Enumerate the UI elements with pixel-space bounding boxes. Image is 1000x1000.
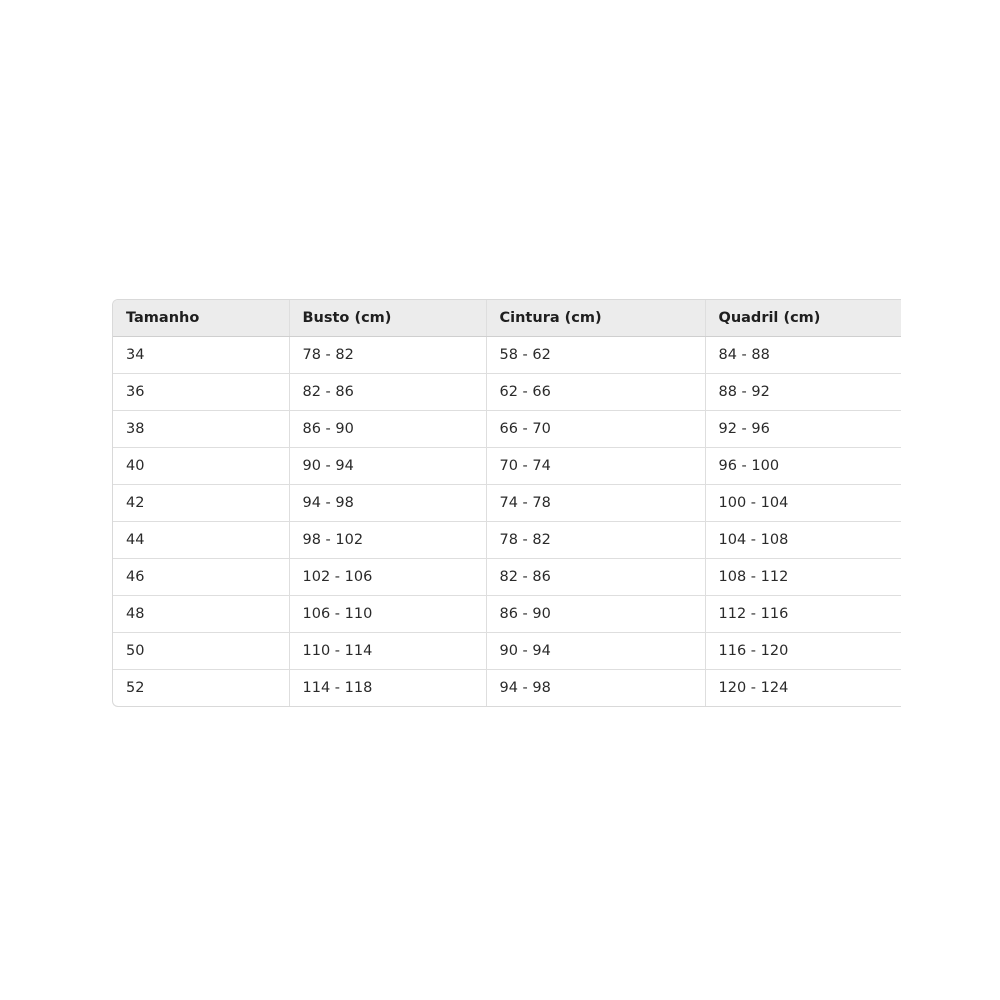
table-row (113, 596, 901, 633)
cell-cintura: 90 - 94 (486, 633, 705, 670)
table-row (113, 633, 901, 670)
cell-busto: 90 - 94 (289, 448, 486, 485)
table-row (113, 559, 901, 596)
header-cintura: Cintura (cm) (486, 300, 705, 337)
cell-quadril: 108 - 112 (705, 559, 901, 596)
size-chart-container (112, 299, 901, 707)
cell-busto: 86 - 90 (289, 411, 486, 448)
cell-busto: 82 - 86 (289, 374, 486, 411)
table-row (113, 670, 901, 707)
cell-quadril: 96 - 100 (705, 448, 901, 485)
table-row (113, 374, 901, 411)
cell-busto: 98 - 102 (289, 522, 486, 559)
table-row (113, 485, 901, 522)
cell-cintura: 94 - 98 (486, 670, 705, 707)
table-row (113, 448, 901, 485)
cell-tamanho: 38 (113, 411, 289, 448)
table-header (113, 300, 901, 337)
header-quadril: Quadril (cm) (705, 300, 901, 337)
cell-tamanho: 46 (113, 559, 289, 596)
table-row (113, 337, 901, 374)
cell-cintura: 66 - 70 (486, 411, 705, 448)
cell-tamanho: 40 (113, 448, 289, 485)
size-chart-table (113, 300, 901, 706)
cell-tamanho: 34 (113, 337, 289, 374)
cell-tamanho: 42 (113, 485, 289, 522)
cell-tamanho: 52 (113, 670, 289, 707)
cell-quadril: 116 - 120 (705, 633, 901, 670)
cell-quadril: 120 - 124 (718, 680, 789, 696)
cell-tamanho: 44 (113, 522, 289, 559)
header-busto: Busto (cm) (289, 300, 486, 337)
table-row (113, 522, 901, 559)
cell-busto: 114 - 118 (289, 670, 486, 707)
cell-tamanho: 48 (113, 596, 289, 633)
cell-quadril: 100 - 104 (705, 485, 901, 522)
cell-busto: 106 - 110 (289, 596, 486, 633)
cell-cintura: 62 - 66 (486, 374, 705, 411)
cell-busto: 78 - 82 (289, 337, 486, 374)
cell-busto: 94 - 98 (289, 485, 486, 522)
cell-cintura: 78 - 82 (486, 522, 705, 559)
cell-busto: 102 - 106 (289, 559, 486, 596)
cell-tamanho: 50 (113, 633, 289, 670)
cell-quadril: 104 - 108 (705, 522, 901, 559)
cell-cintura: 86 - 90 (486, 596, 705, 633)
cell-quadril: 112 - 116 (705, 596, 901, 633)
cell-tamanho: 36 (113, 374, 289, 411)
header-tamanho: Tamanho (113, 300, 289, 337)
table-body (113, 337, 901, 707)
cell-cintura: 74 - 78 (486, 485, 705, 522)
cell-quadril: 88 - 92 (705, 374, 901, 411)
cell-quadril: 92 - 96 (705, 411, 901, 448)
table-header-row (113, 300, 901, 337)
table-row (113, 411, 901, 448)
cell-busto: 110 - 114 (289, 633, 486, 670)
cell-cintura: 70 - 74 (486, 448, 705, 485)
cell-cintura: 82 - 86 (486, 559, 705, 596)
cell-quadril: 84 - 88 (705, 337, 901, 374)
cell-cintura: 58 - 62 (486, 337, 705, 374)
